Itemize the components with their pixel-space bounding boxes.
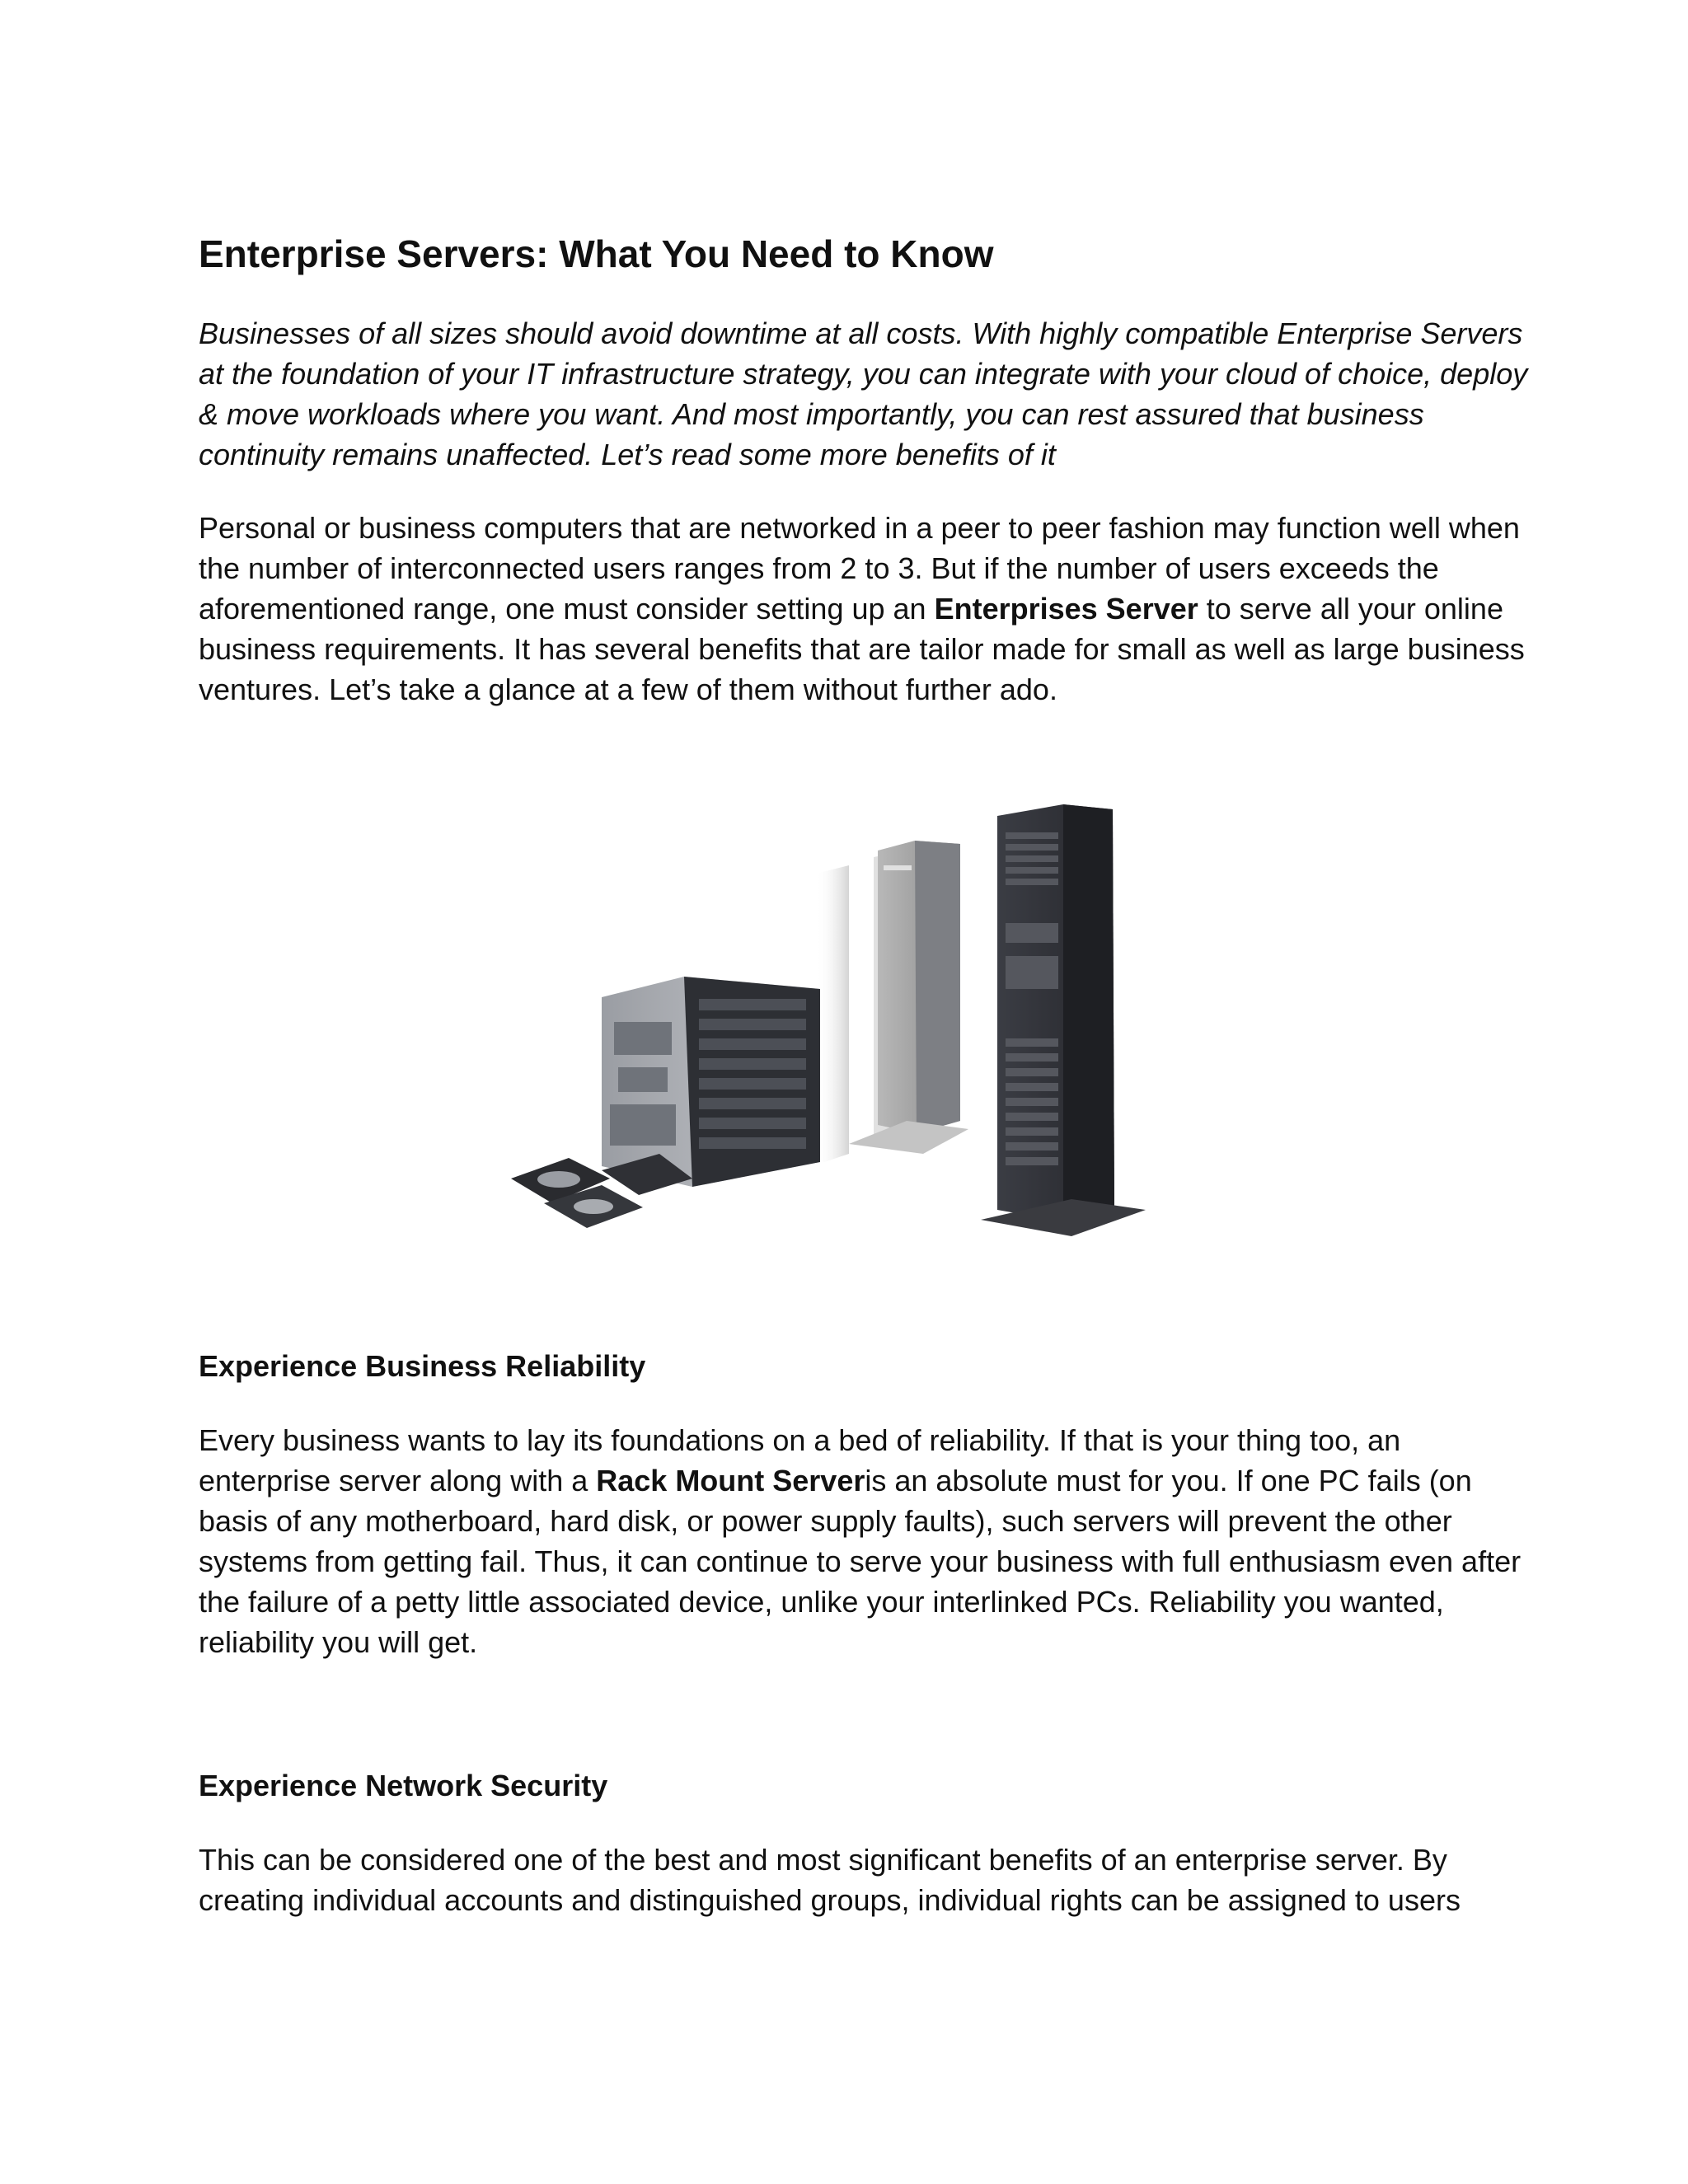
reliability-paragraph	[199, 1420, 1534, 1662]
body-paragraph-1	[199, 508, 1534, 710]
bold-keyword-rack-mount-server: Rack Mount Server	[596, 1464, 865, 1497]
paragraph-text: Personal or business computers that are networked in a peer to peer fashion may function well when the number of interconnected users ranges from 2 to 3. But if the number of users exceeds the aforementioned range, one must consider setting up an	[199, 511, 1520, 626]
section-heading-security: Experience Network Security	[199, 1769, 608, 1802]
paragraph-text: Every business wants to lay its foundations on a bed of reliability. If that is your thing too, an enterprise server along with a	[199, 1423, 1401, 1497]
server-hardware-image	[495, 791, 1220, 1253]
section-heading-reliability: Experience Business Reliability	[199, 1349, 646, 1383]
security-paragraph: This can be considered one of the best and most significant benefits of an enterprise server. By creating individual accounts and distinguished groups, individual rights can be assigned to users	[199, 1843, 1461, 1917]
paragraph-text: is an absolute must for you. If one PC fails (on basis of any motherboard, hard disk, or power supply faults), such servers will prevent the other systems from getting fail. Thus, it can continue to serve your business with full enthusiasm even after the failure of a petty little associated device, unlike your interlinked PCs. Reliability you wanted, reliability you will get.	[199, 1464, 1522, 1659]
bold-keyword-enterprises-server: Enterprises Server	[934, 592, 1198, 626]
paragraph-text: to serve all your online business requirements. It has several benefits that are tailor made for small as well as large business ventures. Let’s take a glance at a few of them without further ado.	[199, 592, 1525, 706]
intro-paragraph: Businesses of all sizes should avoid downtime at all costs. With highly compatible Enterprise Servers at the foundation of your IT infrastructure strategy, you can integrate with your cloud of choice, deploy & move workloads where you want. And most importantly, you can rest assured that business continuity remains unaffected. Let’s read some more benefits of it	[199, 316, 1528, 471]
page-title: Enterprise Servers: What You Need to Know	[199, 232, 994, 275]
